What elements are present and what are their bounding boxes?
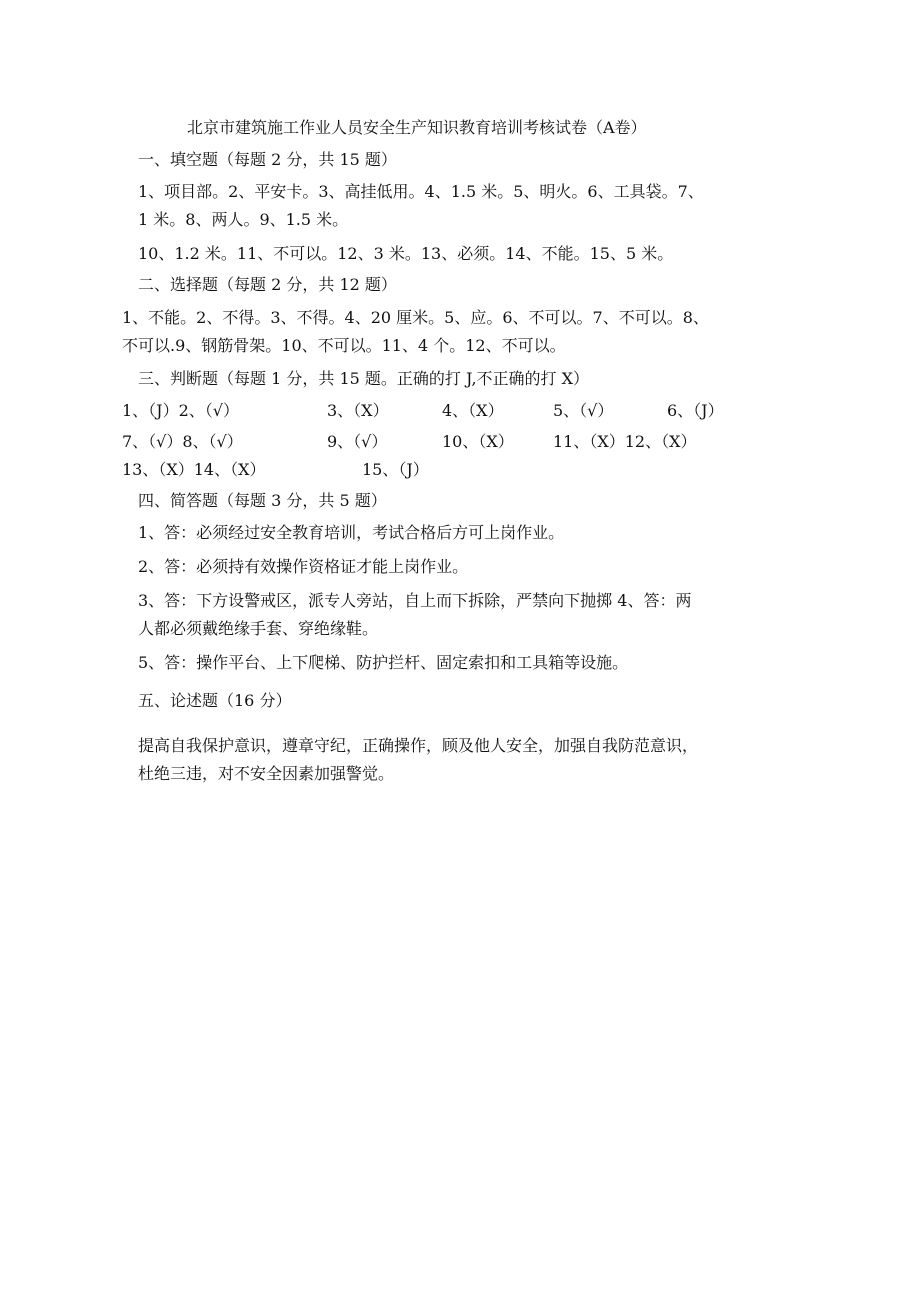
true-false-row bbox=[0, 400, 920, 422]
true-false-item: 5、（√） bbox=[553, 401, 614, 420]
choice-heading: 二、选择题（每题 2 分，共 12 题） bbox=[138, 275, 397, 294]
true-false-row bbox=[0, 459, 920, 481]
true-false-item: 7、（√）8、（√） bbox=[122, 432, 243, 451]
short-answer-3-line-2: 人都必须戴绝缘手套、穿绝缘鞋。 bbox=[138, 619, 379, 638]
short-answer-5: 5、答：操作平台、上下爬梯、防护拦杆、固定索扣和工具箱等设施。 bbox=[138, 653, 629, 672]
short-answer-1: 1、答：必须经过安全教育培训，考试合格后方可上岗作业。 bbox=[138, 523, 565, 542]
short-answer-3-line-1: 3、答：下方设警戒区，派专人旁站，自上而下拆除，严禁向下抛掷 4、答：两 bbox=[138, 591, 692, 610]
true-false-heading: 三、判断题（每题 1 分，共 15 题。正确的打 J,不正确的打 X） bbox=[138, 369, 590, 388]
fill-blank-answers-line-1: 1、项目部。2、平安卡。3、高挂低用。4、1.5 米。5、明火。6、工具袋。7、 bbox=[138, 182, 704, 201]
true-false-item: 13、（X）14、（X） bbox=[122, 460, 266, 479]
choice-answers-line-2: 不可以.9、钢筋骨架。10、不可以。11、4 个。12、不可以。 bbox=[122, 336, 566, 355]
short-answer-heading: 四、简答题（每题 3 分，共 5 题） bbox=[138, 491, 387, 510]
true-false-item: 4、（X） bbox=[442, 401, 504, 420]
fill-blank-answers-line-2: 1 米。8、两人。9、1.5 米。 bbox=[138, 210, 349, 229]
true-false-row bbox=[0, 431, 920, 453]
essay-answer-line-1: 提高自我保护意识，遵章守纪，正确操作，顾及他人安全，加强自我防范意识， bbox=[138, 736, 699, 755]
true-false-item: 1、（J）2、（√） bbox=[122, 401, 239, 420]
true-false-item: 3、（X） bbox=[327, 401, 389, 420]
true-false-item: 10、（X） bbox=[442, 432, 514, 451]
short-answer-2: 2、答：必须持有效操作资格证才能上岗作业。 bbox=[138, 557, 469, 576]
true-false-item: 9、（√） bbox=[327, 432, 388, 451]
document-title: 北京市建筑施工作业人员安全生产知识教育培训考核试卷（A卷） bbox=[187, 118, 647, 137]
essay-heading: 五、论述题（16 分） bbox=[138, 691, 292, 710]
choice-answers-line-1: 1、不能。2、不得。3、不得。4、20 厘米。5、应。6、不可以。7、不可以。8、 bbox=[122, 308, 709, 327]
essay-answer-line-2: 杜绝三违，对不安全因素加强警觉。 bbox=[138, 764, 395, 783]
true-false-item: 15、（J） bbox=[362, 460, 429, 479]
fill-blank-answers-line-3: 10、1.2 米。11、不可以。12、3 米。13、必须。14、不能。15、5 米。 bbox=[138, 244, 674, 263]
true-false-item: 6、（J） bbox=[667, 401, 724, 420]
fill-blank-heading: 一、填空题（每题 2 分，共 15 题） bbox=[138, 150, 397, 169]
true-false-item: 11、（X）12、（X） bbox=[553, 432, 697, 451]
